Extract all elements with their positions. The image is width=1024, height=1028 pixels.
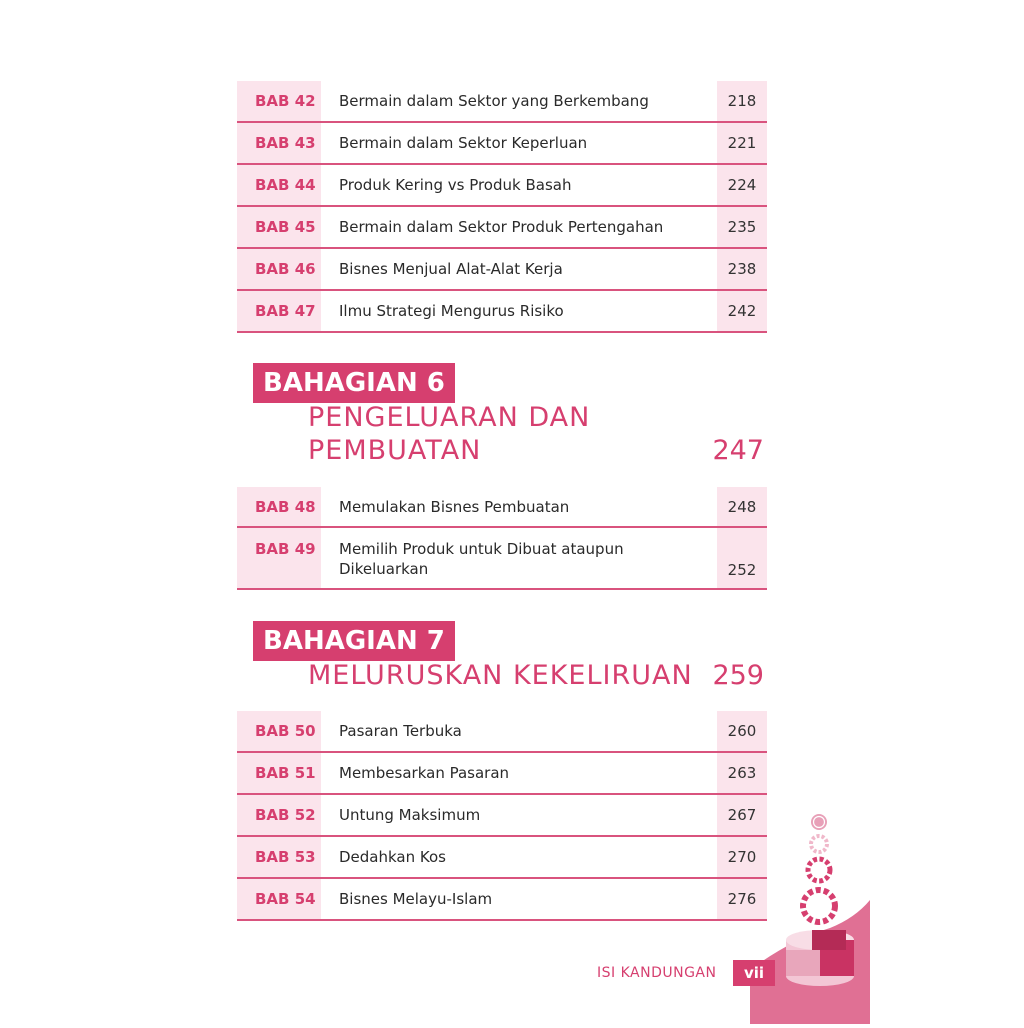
chapter-page: 242	[717, 291, 767, 331]
toc-row[interactable]	[237, 528, 767, 590]
toc-row[interactable]	[237, 291, 767, 333]
chapter-page: 221	[717, 123, 767, 163]
part-7-badge: BAHAGIAN 7	[253, 621, 455, 661]
chapter-title: Bisnes Menjual Alat-Alat Kerja	[339, 260, 563, 278]
toc-section-part-6	[237, 487, 767, 590]
toc-row[interactable]	[237, 249, 767, 291]
chapter-page: 276	[717, 879, 767, 919]
chapter-number: BAB 53	[237, 837, 321, 877]
chapter-title: Memulakan Bisnes Pembuatan	[339, 497, 570, 516]
chapter-title: Bermain dalam Sektor Produk Pertengahan	[339, 218, 664, 236]
part-6-badge: BAHAGIAN 6	[253, 363, 455, 403]
toc-section-1	[237, 81, 767, 333]
chapter-number: BAB 54	[237, 879, 321, 919]
chapter-title-line-1: Memilih Produk untuk Dibuat ataupun	[339, 540, 624, 558]
part-6-title-line-1: PENGELUARAN DAN	[308, 402, 591, 433]
toc-row[interactable]	[237, 165, 767, 207]
part-6-title-line-2: PEMBUATAN	[308, 435, 482, 466]
toc-row[interactable]	[237, 123, 767, 165]
part-7-page: 259	[712, 660, 764, 691]
toc-row[interactable]	[237, 207, 767, 249]
decorative-illustration	[750, 800, 870, 1024]
chapter-page: 267	[717, 795, 767, 835]
chapter-page: 263	[717, 753, 767, 793]
chapter-page: 235	[717, 207, 767, 247]
toc-row[interactable]	[237, 795, 767, 837]
chapter-page: 224	[717, 165, 767, 205]
chapter-number: BAB 48	[237, 487, 321, 526]
chapter-number: BAB 43	[237, 123, 321, 163]
chapter-number: BAB 50	[237, 711, 321, 751]
chapter-number: BAB 47	[237, 291, 321, 331]
chapter-title: Untung Maksimum	[339, 806, 481, 824]
chapter-number: BAB 51	[237, 753, 321, 793]
toc-row[interactable]	[237, 487, 767, 528]
chapter-page: 248	[717, 487, 767, 526]
chapter-number: BAB 52	[237, 795, 321, 835]
chapter-title: Bermain dalam Sektor Keperluan	[339, 134, 588, 152]
chapter-page: 238	[717, 249, 767, 289]
toc-row[interactable]	[237, 711, 767, 753]
chapter-title: Ilmu Strategi Mengurus Risiko	[339, 302, 564, 320]
chapter-number: BAB 46	[237, 249, 321, 289]
chapter-page: 270	[717, 837, 767, 877]
chapter-page: 218	[717, 81, 767, 121]
chapter-title: Bermain dalam Sektor yang Berkembang	[339, 92, 649, 110]
chapter-number: BAB 45	[237, 207, 321, 247]
chapter-title: Bisnes Melayu-Islam	[339, 890, 493, 908]
page-number: vii	[733, 960, 775, 986]
chapter-title-line-2: Dikeluarkan	[339, 560, 429, 578]
chapter-title: Membesarkan Pasaran	[339, 764, 510, 782]
chapter-page: 260	[717, 711, 767, 751]
part-6-page: 247	[712, 435, 764, 466]
chapter-title: Produk Kering vs Produk Basah	[339, 176, 572, 194]
chapter-title: Dedahkan Kos	[339, 848, 446, 866]
chapter-title	[321, 528, 717, 588]
toc-section-part-7	[237, 711, 767, 921]
toc-row[interactable]	[237, 837, 767, 879]
toc-row[interactable]	[237, 81, 767, 123]
toc-row[interactable]	[237, 753, 767, 795]
chapter-number: BAB 49	[237, 528, 321, 588]
footer-label: ISI KANDUNGAN	[597, 965, 717, 981]
toc-row[interactable]	[237, 879, 767, 921]
chapter-number: BAB 44	[237, 165, 321, 205]
part-7-title: MELURUSKAN KEKELIRUAN	[308, 660, 693, 691]
gear-icon	[750, 800, 870, 1024]
chapter-title: Pasaran Terbuka	[339, 722, 462, 740]
chapter-page: 252	[717, 528, 767, 588]
chapter-number: BAB 42	[237, 81, 321, 121]
